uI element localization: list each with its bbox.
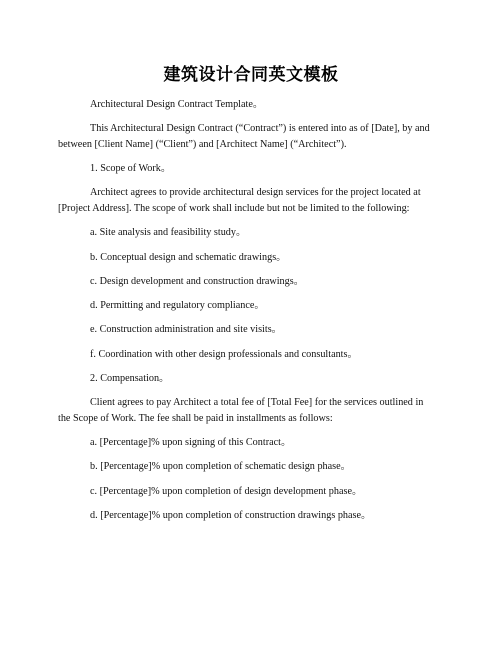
paragraph-scope: Architect agrees to provide architectural design services for the project located at [Project Address]. The scope of work shall include but not be limited to the following:: [58, 187, 421, 215]
section-heading-compensation: 2. Compensation。: [90, 373, 170, 384]
list-item: f. Coordination with other design professionals and consultants。: [90, 348, 358, 360]
list-item: a. [Percentage]% upon signing of this Contract。: [90, 437, 292, 449]
list-item: c. Design development and construction drawings。: [90, 275, 304, 287]
list-item: d. Permitting and regulatory compliance。: [90, 300, 265, 312]
document-title: 建筑设计合同英文模板: [163, 65, 339, 85]
document-body: [58, 97, 434, 532]
paragraph-compensation: Client agrees to pay Architect a total fee of [Total Fee] for the services outlined in the Scope of Work. The fee shall be paid in installments as follows:: [58, 397, 424, 424]
paragraph-heading: Architectural Design Contract Template。: [90, 99, 264, 110]
list-item: b. [Percentage]% upon completion of schematic design phase。: [90, 461, 351, 473]
list-item: a. Site analysis and feasibility study。: [90, 227, 247, 239]
list-item: c. [Percentage]% upon completion of design development phase。: [90, 485, 363, 497]
list-item: d. [Percentage]% upon completion of construction drawings phase。: [90, 510, 372, 521]
list-item: b. Conceptual design and schematic drawings。: [90, 251, 287, 263]
paragraph-intro: This Architectural Design Contract (“Contract”) is entered into as of [Date], by and between [Client Name] (“Client”) and [Architect Name] (“Architect”).: [58, 123, 430, 150]
list-item: e. Construction administration and site visits。: [90, 324, 282, 336]
section-heading-scope: 1. Scope of Work。: [90, 163, 172, 175]
